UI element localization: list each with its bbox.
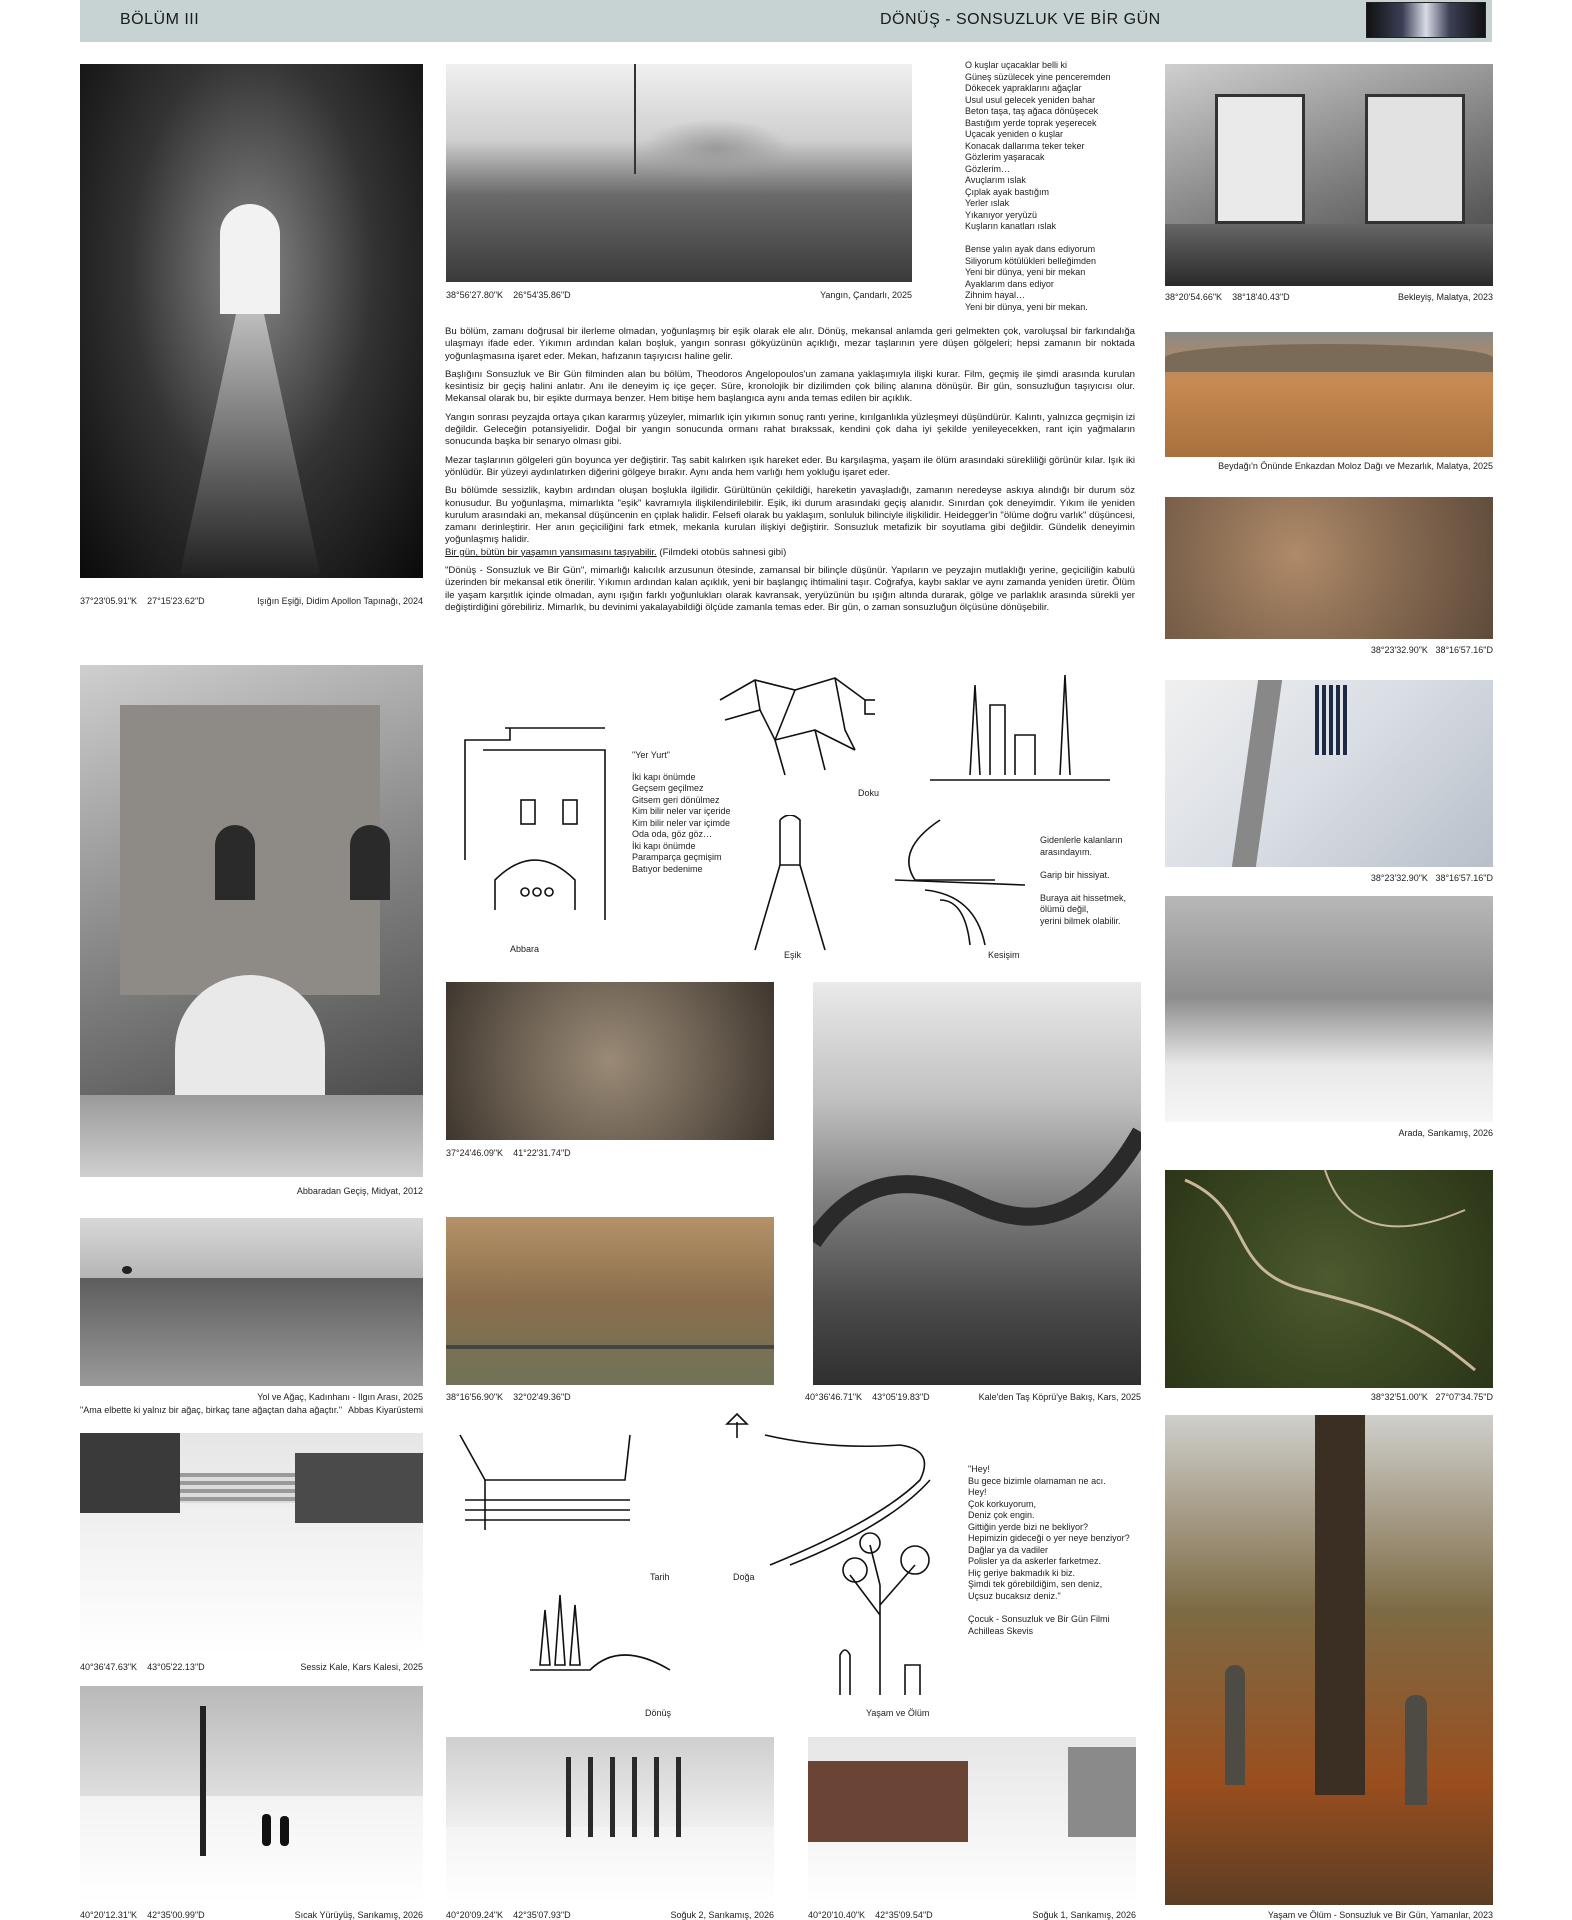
poem-line: Yıkanıyor yeryüzü: [965, 209, 1038, 220]
coord-lat: 40°36'46.71"K: [805, 1392, 863, 1402]
photo-yasam-olum: [1165, 1415, 1493, 1905]
poem-line: Dağlar ya da vadiler: [968, 1544, 1049, 1555]
sketch-tarih: [455, 1430, 635, 1570]
poem-line: Çıplak ayak bastığım: [965, 186, 1050, 197]
brick-building: [808, 1757, 968, 1842]
poem-line: Bastığım yerde toprak yeşerecek: [965, 117, 1097, 128]
poem-line: Kuşların kanatları ıslak: [965, 221, 1057, 231]
photo-ruin: [1165, 64, 1493, 286]
photo-caption: Yol ve Ağaç, Kadınhanı - Ilgın Arası, 2025: [257, 1392, 423, 1402]
coord-lon: 43°05'22.13"D: [147, 1662, 205, 1672]
caption-field-aerial: [446, 1392, 774, 1402]
coord-lon: 32°02'49.36"D: [513, 1392, 571, 1402]
poem-line: Şimdi tek görebildiğim, sen deniz,: [968, 1579, 1103, 1589]
ruin-door-left: [1215, 94, 1305, 224]
photo-aerial-1: [1165, 497, 1493, 639]
rubble: [1165, 224, 1493, 286]
caption-tunnel: [80, 596, 423, 606]
walker-1: [262, 1814, 271, 1846]
sketch-kesisim: [885, 810, 1035, 950]
utility-pole: [634, 64, 636, 174]
photo-aerial-2: [1165, 680, 1493, 867]
coord-lat: 40°20'12.31"K: [80, 1910, 138, 1920]
poem-line: Deniz çok engin.: [968, 1510, 1035, 1520]
poem-author: Achilleas Skevis: [968, 1625, 1034, 1636]
poem-hey: [968, 1464, 1148, 1637]
caption-ruin: [1165, 292, 1493, 302]
photo-caption: Soğuk 1, Sarıkamış, 2026: [1032, 1910, 1136, 1920]
poem-line: Uçacak yeniden o kuşlar: [965, 129, 1064, 139]
photo-tunnel: [80, 64, 423, 578]
caption-city: [446, 1148, 774, 1158]
photo-caption: Kale'den Taş Köprü'ye Bakış, Kars, 2025: [978, 1392, 1141, 1402]
photo-caption: Yaşam ve Ölüm - Sonsuzluk ve Bir Gün, Yamanlar, 2023: [1267, 1910, 1493, 1920]
walker-2: [280, 1816, 289, 1846]
coord-lon: 42°35'07.93"D: [513, 1910, 571, 1920]
poem-line: Hepimizin gideceği o yer neye benziyor?: [968, 1533, 1130, 1543]
poem-line: Batıyor bedenime: [632, 863, 703, 874]
photo-fire: [446, 64, 912, 282]
poem-line: "Hey!: [968, 1464, 990, 1474]
poem-line: Geçsem geçilmez: [632, 783, 704, 793]
poem-line: Gitsem geri dönülmez: [632, 794, 720, 805]
poem-source: Çocuk - Sonsuzluk ve Bir Gün Filmi: [968, 1614, 1110, 1624]
body-paragraph: [445, 485, 1135, 559]
poplar-row: [566, 1757, 696, 1837]
poem-top: [965, 60, 1165, 313]
caption-sicak: [80, 1910, 423, 1920]
coord-lat: 40°36'47.63"K: [80, 1662, 138, 1672]
body-underlined: Bir gün, bütün bir yaşamın yansımasını taşıyabilir.: [445, 546, 657, 558]
poem-line: Yeni bir dünya, yeni bir mekan: [965, 267, 1086, 277]
sketch-label-yasam-olum: Yaşam ve Ölüm: [866, 1708, 930, 1718]
poem-line: Buraya ait hissetmek,: [1040, 892, 1127, 903]
poem-line: Gözlerim yaşaracak: [965, 152, 1045, 162]
sketch-label-doku: Doku: [858, 788, 880, 798]
sketch-label-abbara: Abbara: [510, 944, 540, 954]
sketch-label-esik: Eşik: [784, 950, 802, 960]
photo-sicak-yuruyus: [80, 1686, 423, 1904]
coord-lon: 26°54'35.86"D: [513, 290, 571, 300]
caption-kale-bridge: [805, 1392, 1141, 1402]
coord-lat: 38°32'51.00"K: [1370, 1392, 1428, 1402]
body-paragraph: Bu bölüm, zamanı doğrusal bir ilerleme olmadan, yoğunlaşmış bir eşik olarak ele alır. Dönüş, mekansal anlamda geri gelmekten çok, varoluşsal bir farkındalığa ulaşmayı ifade eder. Yıkımın ardından kalan boşluk, yangın sonrası gökyüzünün açıklığı, mezar taşlarının yere düşen gölgeleri; hepsi zamanın bir noktada yoğunlaşmasına işaret eder. Mekan, hafızanın taşıyıcısı haline gelir.: [445, 326, 1135, 362]
photo-sessiz-kale: [80, 1433, 423, 1655]
poem-gidenler: [1040, 835, 1160, 927]
poem-line: İki kapı önümde: [632, 840, 696, 851]
coord-lat: 40°20'10.40"K: [808, 1910, 866, 1920]
coord-lon: 42°35'09.54"D: [875, 1910, 933, 1920]
header-thumbnail: [1366, 2, 1486, 38]
solar-panels: [1315, 685, 1349, 755]
poem-line: Beton taşa, taş ağaca dönüşecek: [965, 106, 1099, 116]
poem-line: Uçsuz bucaksız deniz.": [968, 1590, 1061, 1601]
snow-roof: [808, 1747, 968, 1761]
quote-kiyarustemi: [80, 1405, 423, 1415]
trail-lines: [1165, 1170, 1493, 1388]
photo-kale-bridge: [813, 982, 1141, 1385]
poem-line: ölümü değil,: [1040, 904, 1089, 914]
body-paragraph: Başlığını Sonsuzluk ve Bir Gün filminden alan bu bölüm, Theodoros Angelopoulos'un zamana yaklaşımıyla ilişki kurar. Film, geçmiş ile şimdi arasında kurulan kesintisiz bir geçiş halini anlatır. Anı ile deneyim iç içe geçer. Süre, kronolojik bir dizilimden çok bilinç alanına dönüşür. Bir gün, sonsuzluğun taşıyıcısı olur. Mekansal olarak bu, bir eşikte durmaya benzer. Hem bitişe hem başlangıca aynı anda temas edilen bir açıklık.: [445, 368, 1135, 405]
sketch-label-doga: Doğa: [733, 1572, 755, 1582]
field: [80, 1278, 423, 1386]
coord-lat: 38°23'32.90"K: [1370, 645, 1428, 655]
poem-line: [1040, 858, 1160, 870]
poem-line: Gözlerim…: [965, 163, 1011, 174]
sky: [80, 1686, 423, 1796]
poem-line: İki kapı önümde: [632, 771, 696, 782]
caption-sessiz-kale: [80, 1662, 423, 1672]
poem-line: [965, 233, 1165, 245]
window-left: [215, 825, 255, 900]
header-bar: [80, 0, 1492, 42]
sketch-yasam-olum: [820, 1525, 960, 1705]
poem-line: [1040, 881, 1160, 893]
photo-caption: Arada, Sarıkamış, 2026: [1398, 1128, 1493, 1138]
wall-right: [295, 1453, 423, 1523]
sketch-esik: [750, 815, 830, 955]
poem-line: Oda oda, göz göz…: [632, 829, 713, 839]
poem-line: Paramparça geçmişim: [632, 852, 722, 862]
ruin-door-right: [1365, 94, 1465, 224]
coord-lat: 37°23'05.91"K: [80, 596, 138, 606]
coord-lon: 38°16'57.16"D: [1435, 645, 1493, 655]
poem-line: Çok korkuyorum,: [968, 1498, 1037, 1509]
coord-lat: 40°20'09.24"K: [446, 1910, 504, 1920]
poem-line: Bense yalın ayak dans ediyorum: [965, 244, 1096, 254]
poem-title: "Yer Yurt": [632, 750, 670, 760]
poem-line: Dökecek yapraklarını ağaçlar: [965, 83, 1082, 93]
coord-lat: 38°56'27.80"K: [446, 290, 504, 300]
photo-caption: Işığın Eşiği, Didim Apollon Tapınağı, 2024: [257, 596, 423, 606]
sketch-donus: [530, 1580, 680, 1700]
window-right: [350, 825, 390, 900]
coord-lon: 42°35'00.99"D: [147, 1910, 205, 1920]
poem-line: Avuçlarım ıslak: [965, 175, 1026, 185]
caption-soguk-2: [446, 1910, 774, 1920]
photo-yol-agac: [80, 1218, 423, 1386]
poem-line: Gidenlerle kalanların: [1040, 835, 1123, 845]
coord-lon: 27°15'23.62"D: [147, 596, 205, 606]
photo-beydag: [1165, 332, 1493, 457]
poem-line: yerini bilmek olabilir.: [1040, 915, 1121, 926]
smoke: [641, 119, 791, 179]
poem-line: Garip bir hissiyat.: [1040, 869, 1110, 880]
poem-line: Güneş süzülecek yine penceremden: [965, 71, 1111, 82]
poem-line: Polisler ya da askerler farketmez.: [968, 1556, 1102, 1566]
tree-icon: [722, 1410, 752, 1440]
photo-caption: Bekleyiş, Malatya, 2023: [1397, 292, 1493, 302]
poem-line: O kuşlar uçacaklar belli ki: [965, 60, 1068, 70]
poem-line: Gittiğin yerde bizi ne bekliyor?: [968, 1521, 1089, 1532]
river-curve: [813, 982, 1141, 1385]
photo-forest-aerial: [1165, 1170, 1493, 1388]
body-sentences: Bu bölümde sessizlik, kaybın ardından oluşan boşlukla ilgilidir. Gürültünün çekildiği, hareketin yavaşladığı, zamanın neredeyse askıya alındığı bir durum söz konusudur. Bu yoğunlaşma, mimarlıkta "eşik" kavramıyla ilişkilendirilebilir. Eşik, iki durum arasındaki geçiş alanıdır. Sınırdan çok deneyimdir. Yıkım ile yeniden kurulum arasındaki an, mekansal düşüncenin en çıplak halidir. Felsefi olarak bu yaklaşım, sonluluk bilinciyle ilişkilidir. Heidegger'in "ölüme doğru varlık" düşüncesi, zamanı derinleştirir. Her anın geçiciliğini fark etmek, mekanla kurulan ilişkiyi değiştirir. Sonsuzluk metafizik bir soyutlama gibi değildir. Gündelik deneyimin yoğunlaşmış halidir.: [445, 485, 1135, 546]
photo-caption: Abbaradan Geçiş, Midyat, 2012: [296, 1186, 423, 1196]
coord-lat: 38°20'54.66"K: [1165, 292, 1223, 302]
poem-line: Hey!: [968, 1487, 987, 1497]
sketch-abbara: [455, 720, 615, 920]
mountain: [1165, 344, 1493, 372]
coord-lon: 38°16'57.16"D: [1435, 873, 1493, 883]
photo-caption: Sessiz Kale, Kars Kalesi, 2025: [300, 1662, 423, 1672]
body-paragraph: Mezar taşlarının gölgeleri gün boyunca yer değiştirir. Taş sabit kalırken ışık hareket eder. Bu karşılaşma, yaşam ile ölüm arasındaki sürekliliği görünür kılar. Işık iki yönlüdür. Bir yüzeyi aydınlatırken diğerini gölgeye bırakır. Aynı anda hem varlığı hem yokluğu işaret eder.: [445, 454, 1135, 478]
poem-line: Zihnim hayal…: [965, 290, 1026, 300]
power-pole: [200, 1706, 206, 1856]
photo-soguk-2: [446, 1737, 774, 1904]
photo-caption: Yangın, Çandarlı, 2025: [820, 290, 912, 300]
coord-lat: 38°23'32.90"K: [1370, 873, 1428, 883]
ground: [80, 1095, 423, 1177]
photo-caption: Sıcak Yürüyüş, Sarıkamış, 2026: [294, 1910, 423, 1920]
stairs: [180, 1473, 295, 1503]
coord-lon: 27°07'34.75"D: [1435, 1392, 1493, 1402]
distant-building: [1068, 1747, 1136, 1837]
photo-arada: [1165, 896, 1493, 1122]
sketch-label-donus: Dönüş: [645, 1708, 672, 1718]
photo-abbara: [80, 665, 423, 1177]
tree-trunk: [1315, 1415, 1365, 1795]
sketch-doku: [715, 670, 875, 780]
coord-lon: 38°18'40.43"D: [1232, 292, 1290, 302]
poem-line: Bu gece bizimle olamaman ne acı.: [968, 1475, 1106, 1486]
road: [1232, 680, 1282, 867]
coord-lon: 43°05'19.83"D: [872, 1392, 930, 1402]
tunnel-light: [220, 204, 280, 314]
poem-line: Hiç geriye bakmadık ki biz.: [968, 1567, 1076, 1578]
body-paragraph: Yangın sonrası peyzajda ortaya çıkan kararmış yüzeyler, mimarlık için yıkımın sonuç rantı yerine, kırılganlıkla yüzleşmeyi düşündürür. Kalıntı, yalnızca geçmişin izi değildir. Geleceğin potansiyelidir. Doğal bir yangın sonucunda ormanı rahat bırakssak, kendini çok daha iyi şekilde yenileyecekken, rant için yağmaların sonucunda başka bir senaryo olması gibi.: [445, 411, 1135, 448]
page-title: DÖNÜŞ - SONSUZLUK VE BİR GÜN: [880, 11, 1161, 28]
poem-line: Yeni bir dünya, yeni bir mekan.: [965, 301, 1088, 312]
poem-line: Ayaklarım dans ediyor: [965, 278, 1054, 289]
photo-city: [446, 982, 774, 1140]
quote-text: "Ama elbette ki yalnız bir ağaç, birkaç tane ağaçtan daha ağaçtır.": [80, 1405, 343, 1415]
photo-soguk-1: [808, 1737, 1136, 1904]
gravestone: [1225, 1665, 1245, 1785]
poem-line: Usul usul gelecek yeniden bahar: [965, 94, 1096, 105]
poem-line: Kim bilir neler var içeride: [632, 806, 731, 816]
body-aside: (Filmdeki otobüs sahnesi gibi): [659, 546, 787, 558]
tunnel-floor: [180, 314, 320, 574]
photo-caption: Soğuk 2, Sarıkamış, 2026: [670, 1910, 774, 1920]
quote-author: Abbas Kiyarüstemi: [347, 1405, 423, 1415]
body-paragraph: "Dönüş - Sonsuzluk ve Bir Gün", mimarlığı kalıcılık arzusunun ötesinde, zamansal bir bilinçle düşünür. Yapıların ve peyzajın mutlaklığı yerine, geçiciliğin kabulü üzerinden bir mekansal etik önerilir. Yıkımın ardından kalan açıklık, yeni bir başlangıç ihtimalini taşır. Coğrafya, kaybı saklar ve aynı zamanda yeniden üretir. Ölüm ile yaşam karşıtlık içinde olmadan, aynı ışığın farklı yoğunlukları olarak kavransak, yeryüzünün bu ışığın altında durarak, gölge ve parlaklık arasında sürekli yer değiştirdiğini görebiliriz. Mimarlık, bu devinimi yakalayabildiği ölçüde zamanla temas eder. Bir gün, o zaman sonsuzluğun ölçüsüne dönüşebilir.: [445, 565, 1135, 613]
road-line: [446, 1345, 774, 1349]
lone-tree: [122, 1266, 132, 1274]
photo-field-aerial: [446, 1217, 774, 1385]
section-label: BÖLÜM III: [120, 11, 200, 28]
sketch-skyline: [920, 665, 1120, 790]
photo-caption: Beydağı'n Önünde Enkazdan Moloz Dağı ve Mezarlık, Malatya, 2025: [1218, 461, 1493, 471]
sketch-label-kesisim: Kesişim: [988, 950, 1020, 960]
coord-lon: 41°22'31.74"D: [513, 1148, 571, 1158]
coord-lat: 38°16'56.90"K: [446, 1392, 504, 1402]
poem-line: Kim bilir neler var içimde: [632, 817, 731, 828]
body-text: [445, 326, 1135, 620]
poem-line: arasındayım.: [1040, 846, 1093, 857]
poem-line: Siliyorum kötülükleri belleğimden: [965, 255, 1097, 266]
wall-left: [80, 1433, 180, 1513]
caption-fire: [446, 290, 912, 300]
poem-lines: [968, 1464, 1148, 1602]
gravestone: [1405, 1695, 1427, 1805]
poem-line: Konacak dallarıma teker teker: [965, 140, 1085, 151]
caption-soguk-1: [808, 1910, 1136, 1920]
coord-lat: 37°24'46.09"K: [446, 1148, 504, 1158]
poem-line: Yerler ıslak: [965, 198, 1010, 208]
poem-lines: [632, 772, 752, 876]
sketch-label-tarih: Tarih: [650, 1572, 670, 1582]
